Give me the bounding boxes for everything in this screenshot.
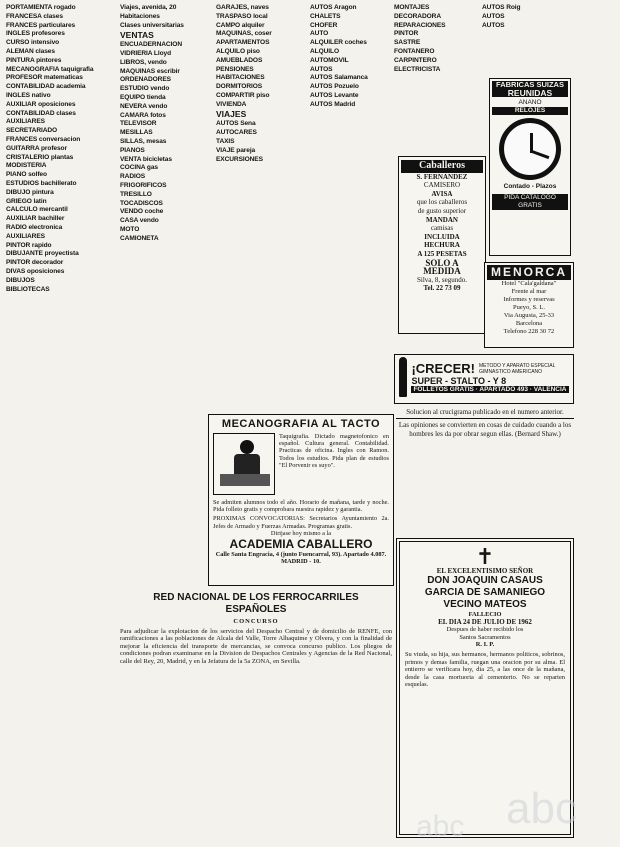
classified-ad	[310, 66, 390, 73]
classified-ad	[216, 13, 306, 20]
ad-caballeros-title: Caballeros	[401, 160, 483, 173]
classified-keyword: DIBUJO pintura	[6, 188, 54, 196]
classifieds-column-6	[482, 4, 538, 76]
obituary-name: VECINO MATEOS	[443, 599, 527, 611]
cross-icon: ✝	[475, 544, 495, 569]
classified-keyword: Viajes, avenida, 20	[120, 4, 177, 11]
classified-ad	[216, 147, 306, 154]
obituary-line: Despues de haber recibido los	[446, 626, 524, 634]
classified-ad	[120, 217, 212, 224]
classified-keyword: TOCADISCOS	[120, 199, 163, 207]
classified-keyword: CASA vendo	[120, 217, 159, 225]
ad-text: Taquigrafia. Dictado magnetofonico en español. Cultura general. Contabilidad. Practicas de oficina. Ingles con Ramon. Todos los estudios. Pida plan de estudios "El Porvenir es suyo".	[279, 433, 389, 469]
classified-ad	[310, 13, 390, 20]
renfe-subtitle: CONCURSO	[233, 618, 279, 625]
classified-keyword: AUXILIAR bachiller	[6, 215, 65, 223]
classified-ad	[120, 129, 212, 136]
classified-keyword: FRANCES conversacion	[6, 135, 81, 143]
classified-keyword: AMUEBLADOS	[216, 56, 263, 64]
ad-line: VALENCIA	[533, 386, 567, 393]
ad-mecanografia	[208, 414, 394, 586]
classified-keyword: VIDRIERIA Lloyd	[120, 49, 172, 57]
classified-ad	[310, 39, 390, 46]
classified-ad	[216, 22, 306, 29]
classified-ad	[120, 22, 212, 29]
classified-ad	[216, 74, 306, 81]
classified-keyword: AUXILIARES	[6, 232, 45, 240]
classified-keyword: RADIO electronica	[6, 223, 63, 231]
quote: Las opiniones se convierten en cosas de cuidado cuando a los hombres les da por obrar segun ellas. (Bernard Shaw.)	[398, 421, 572, 438]
classified-keyword: DIBUJANTE proyectista	[6, 250, 79, 258]
classifieds-column-3	[216, 4, 306, 414]
classified-keyword: AUTOMOVIL	[310, 56, 349, 64]
classified-keyword: HABITACIONES	[216, 74, 265, 82]
classified-ad	[6, 74, 116, 81]
classified-keyword: CRISTALERIO plantas	[6, 153, 74, 161]
classified-keyword: EXCURSIONES	[216, 155, 263, 163]
classified-ad	[6, 198, 116, 205]
classified-keyword: AUTOCARES	[216, 129, 257, 137]
classified-keyword: MOTO	[120, 225, 140, 233]
ad-menorca	[484, 262, 574, 348]
classified-ad	[394, 4, 478, 11]
ad-line: Pueyo, S. L.	[513, 304, 545, 311]
classified-keyword: Clases universitarias	[120, 21, 184, 29]
classified-ad	[120, 76, 212, 83]
academy-name: ACADEMIA CABALLERO	[229, 537, 373, 552]
classified-ad	[216, 57, 306, 64]
classified-keyword: MESILLAS	[120, 129, 153, 137]
classified-ad	[6, 127, 116, 134]
classified-keyword: APARTAMENTOS	[216, 39, 270, 47]
classified-ad	[310, 30, 390, 37]
classified-keyword: PIANOS	[120, 146, 145, 154]
classified-keyword: PENSIONES	[216, 65, 254, 73]
note-block	[396, 408, 574, 456]
figure-silhouette	[399, 357, 407, 397]
classified-keyword: PINTOR	[394, 30, 419, 38]
ad-line: Telefono 228 30 72	[503, 328, 555, 335]
classified-ad	[120, 208, 212, 215]
obituary-line: Santos Sacramentos	[459, 633, 511, 641]
classified-ad	[6, 233, 116, 240]
academy-address: Calle Santa Engracia, 4 (junto Fuencarral, 93). Apartado 4.087. MADRID - 10.	[215, 551, 387, 566]
ad-fabricas-suizas	[489, 78, 571, 256]
ad-line: Frente al mar	[511, 288, 547, 295]
classified-keyword: MECANOGRAFIA taquigrafia	[6, 65, 94, 73]
classified-ad	[6, 39, 116, 46]
classified-ad	[6, 224, 116, 231]
classified-ad	[6, 145, 116, 152]
classified-keyword: ALQUILO	[310, 47, 339, 55]
classified-keyword: VIAJE pareja	[216, 146, 256, 154]
classified-ad	[120, 13, 212, 20]
classified-keyword: CARPINTERO	[394, 56, 437, 64]
classified-keyword: AUTOS Pozuelo	[310, 83, 359, 91]
ad-text: Dirijase hoy mismo a la	[270, 529, 332, 537]
classified-ad	[216, 48, 306, 55]
ad-line: de gusto superior	[417, 206, 467, 215]
classified-keyword: PIANO solfeo	[6, 171, 47, 179]
classified-ad	[6, 4, 116, 11]
classified-keyword: FRANCES particulares	[6, 21, 76, 29]
classified-ad	[120, 173, 212, 180]
classifieds-column-4	[310, 4, 390, 414]
classified-ad	[216, 138, 306, 145]
classified-ad	[216, 101, 306, 108]
classified-ad	[216, 39, 306, 46]
classified-keyword: AUXILIAR oposiciones	[6, 100, 76, 108]
classified-keyword: NEVERA vendo	[120, 102, 168, 110]
classifieds-column-5	[394, 4, 478, 149]
classified-keyword: AUTOS Roig	[482, 4, 521, 11]
classified-keyword: Habitaciones	[120, 12, 160, 20]
classified-ad	[394, 66, 478, 73]
classified-ad	[310, 57, 390, 64]
classified-keyword: MAQUINAS, coser	[216, 30, 272, 38]
classified-ad	[394, 48, 478, 55]
classified-keyword: CURSO intensivo	[6, 39, 60, 47]
classified-ad	[310, 83, 390, 90]
ad-caballeros	[398, 156, 486, 334]
classified-ad	[6, 250, 116, 257]
ad-line: Barcelona	[515, 320, 543, 327]
classified-keyword: DORMITORIOS	[216, 83, 263, 91]
classified-ad	[216, 30, 306, 37]
classified-keyword: CAMARA fotos	[120, 111, 166, 119]
obituary-name: GARCIA DE SAMANIEGO	[424, 587, 546, 599]
obituary-name: DON JOAQUIN CASAUS	[427, 575, 543, 587]
classified-ad	[6, 286, 116, 293]
classified-ad	[6, 92, 116, 99]
classified-ad	[120, 68, 212, 75]
ad-line: FABRICAS SUIZAS	[492, 81, 568, 89]
classified-keyword: AUTO	[310, 30, 329, 38]
ad-line: AVISA	[431, 189, 453, 198]
classified-ad	[120, 4, 212, 11]
renfe-title: RED NACIONAL DE LOS FERROCARRILES ESPAÑOLES	[153, 592, 359, 615]
classified-ad	[394, 13, 478, 20]
classified-keyword: MODISTERIA	[6, 162, 47, 170]
classified-keyword: CAMIONETA	[120, 234, 159, 242]
classified-ad	[310, 74, 390, 81]
classified-keyword: PINTOR decorador	[6, 259, 64, 267]
classified-keyword: SECRETARIADO	[6, 127, 58, 135]
classified-keyword: AUTOS Aragon	[310, 4, 357, 11]
ad-line: RELOJES	[492, 107, 568, 115]
classified-ad	[6, 215, 116, 222]
classified-keyword: VIVIENDA	[216, 100, 247, 108]
classified-ad	[120, 85, 212, 92]
ad-address: Silva, 8, segundo.	[417, 275, 467, 284]
classified-keyword: EQUIPO tienda	[120, 93, 166, 101]
obituary-line: R. I. P.	[475, 641, 495, 649]
classified-ad	[6, 118, 116, 125]
classified-keyword: INGLES nativo	[6, 91, 51, 99]
classified-ad	[6, 162, 116, 169]
classified-ad	[6, 48, 116, 55]
obituary-date: EL DIA 24 DE JULIO DE 1962	[438, 617, 532, 626]
classified-ad	[120, 94, 212, 101]
ad-line: MEDIDA	[423, 266, 461, 277]
classified-ad	[120, 147, 212, 154]
classified-keyword: PROFESOR matematicas	[6, 74, 83, 82]
ad-phone: Tel. 22 73 09	[423, 284, 461, 293]
ad-crecer: ¡CRECER! METODO Y APARATO ESPECIAL GIMNASTICO AMERICANO SUPER - STALTO - Y 8 FOLLETOS GRATIS · APARTADO 493 · VALENCIA	[394, 354, 574, 404]
classified-ad	[6, 101, 116, 108]
classified-ad	[216, 66, 306, 73]
classified-ad	[120, 120, 212, 127]
section-heading-ventas: VENTAS	[120, 29, 154, 40]
classified-keyword: CHALETS	[310, 12, 341, 20]
classified-keyword: TRESILLO	[120, 190, 152, 198]
classified-keyword: ORDENADORES	[120, 76, 171, 84]
watermark-logo: abc	[506, 784, 577, 833]
classified-ad	[482, 22, 538, 29]
crossword-note: Solucion al crucigrama publicado en el numero anterior.	[406, 408, 564, 416]
classified-ad	[6, 189, 116, 196]
classified-keyword: CALCULO mercantil	[6, 206, 68, 214]
classified-keyword: AUTOS Levante	[310, 91, 359, 99]
classified-ad	[216, 83, 306, 90]
classified-ad	[482, 13, 538, 20]
classified-keyword: ALEMAN clases	[6, 47, 55, 55]
classified-keyword: CONTABILIDAD academia	[6, 83, 86, 91]
classified-keyword: AUTOS Salamanca	[310, 74, 368, 82]
classified-keyword: AUTOS Madrid	[310, 100, 356, 108]
classified-keyword: ESTUDIO vendo	[120, 85, 170, 93]
ad-line: FOLLETOS GRATIS	[413, 386, 474, 393]
ad-line: S. FERNANDEZ	[416, 172, 468, 181]
ad-line: APARTADO 493	[479, 386, 528, 393]
classified-keyword: TRASPASO local	[216, 12, 268, 20]
ad-text: PROXIMAS CONVOCATORIAS: Secretarios Ayuntamiento 2a. Jefes de Armado y Fuerzas Armadas. Programas gratis.	[213, 515, 389, 530]
classified-ad	[120, 138, 212, 145]
classified-ad	[120, 41, 212, 48]
classified-ad	[6, 57, 116, 64]
newspaper-page	[6, 4, 614, 842]
section-heading-viajes: VIAJES	[216, 109, 247, 120]
classified-ad	[120, 112, 212, 119]
ad-line: REUNIDAS	[492, 89, 568, 97]
classified-ad	[310, 48, 390, 55]
classified-ad	[6, 259, 116, 266]
classified-keyword: TAXIS	[216, 137, 235, 145]
ad-line: ANANO	[518, 99, 542, 106]
classified-keyword: SILLAS, mesas	[120, 137, 167, 145]
classified-keyword: GRIEGO latin	[6, 197, 47, 205]
classified-keyword: VENTA bicicletas	[120, 155, 172, 163]
classified-ad	[6, 154, 116, 161]
ad-line: Hotel "Cala'galdana"	[501, 280, 557, 287]
watermark-logo: abc	[416, 810, 465, 843]
classified-keyword: FRANCESA clases	[6, 12, 63, 20]
classified-keyword: REPARACIONES	[394, 21, 446, 29]
classified-ad	[6, 30, 116, 37]
classified-keyword: AUTOS	[482, 12, 505, 20]
classified-ad	[120, 200, 212, 207]
classified-keyword: MONTAJES	[394, 4, 430, 11]
ad-mecanografia-title: MECANOGRAFIA AL TACTO	[221, 418, 381, 430]
classified-keyword: SASTRE	[394, 39, 421, 47]
ad-line: Contado - Plazos	[503, 183, 557, 190]
ad-line: HECHURA	[424, 241, 460, 250]
classified-ad	[216, 120, 306, 127]
classified-ad	[310, 22, 390, 29]
ad-line: GIMNASTICO AMERICANO	[479, 368, 543, 375]
classified-ad	[394, 57, 478, 64]
classified-keyword: INGLES profesores	[6, 30, 65, 38]
classified-ad	[6, 136, 116, 143]
renfe-body: Para adjudicar la explotacion de los servicios del Despacho Central y de domicilio de RENFE, con ramificaciones a las poblaciones de Alcala del Valle, Torre Alhaquime y Olvera, y con la finalidad de mejorar la eficiencia del transporte de mercancias, se convoca concurso publico. Los pliegos de condiciones podran examinarse en la Division de Despachos Centrales y Agencias de la Red Nacional, calle del Rey, 20, Madrid, y en la Jefatura de la 5a ZONA, en Sevilla.	[120, 627, 392, 665]
classified-ad	[6, 13, 116, 20]
classified-ad	[120, 191, 212, 198]
classified-keyword: AUTOS Sena	[216, 120, 256, 128]
classified-ad	[394, 39, 478, 46]
classified-ad	[120, 235, 212, 242]
classified-keyword: FONTANERO	[394, 47, 435, 55]
renfe-notice	[120, 592, 392, 838]
classified-keyword: PORTAMIENTA rogado	[6, 4, 76, 11]
ad-line: INCLUIDA	[424, 232, 460, 241]
classifieds-column-1	[6, 4, 116, 842]
classified-keyword: AUXILIARES	[6, 118, 45, 126]
classified-keyword: GUITARRA profesor	[6, 144, 67, 152]
classified-ad	[310, 92, 390, 99]
classified-keyword: DIVAS oposiciones	[6, 267, 65, 275]
classified-ad	[6, 242, 116, 249]
classified-ad	[394, 22, 478, 29]
classified-keyword: TELEVISOR	[120, 120, 157, 128]
ad-line: camisas	[430, 224, 454, 233]
classified-keyword: VENDO coche	[120, 208, 164, 216]
ad-line: A 125 PESETAS	[417, 249, 467, 258]
classified-ad	[6, 22, 116, 29]
obituary-line: FALLECIO	[468, 611, 502, 619]
ad-line: PIDA CATALOGO GRATIS	[492, 194, 568, 210]
classified-ad	[120, 182, 212, 189]
classified-keyword: DECORADORA	[394, 12, 441, 20]
classified-ad	[310, 4, 390, 11]
classified-ad	[6, 171, 116, 178]
classified-keyword: PINTURA pintores	[6, 56, 62, 64]
classified-keyword: COMPARTIR piso	[216, 91, 270, 99]
ad-line: Informes y reservas	[503, 296, 555, 303]
classified-ad	[482, 4, 538, 11]
classified-ad	[6, 83, 116, 90]
ad-text: Se admiten alumnos todo el año. Horario de mañana, tarde y noche. Pida folleto gratis y comprobara nuestra rapidez y garantia.	[213, 499, 389, 514]
classified-ad	[6, 206, 116, 213]
classified-keyword: BIBLIOTECAS	[6, 285, 50, 293]
classifieds-column-2	[120, 4, 212, 569]
classified-ad	[120, 59, 212, 66]
ad-menorca-title: MENORCA	[487, 265, 571, 280]
classified-keyword: AUTOS	[482, 21, 505, 29]
typist-illustration	[213, 433, 275, 495]
classified-keyword: LIBROS, vendo	[120, 58, 167, 66]
ad-line: SUPER - STALTO - Y 8	[411, 376, 507, 386]
ad-line: que los caballeros	[416, 198, 468, 207]
classified-ad	[394, 30, 478, 37]
obituary-line: EL EXCELENTISIMO SEÑOR	[436, 567, 534, 575]
classified-keyword: ESTUDIOS bachillerato	[6, 179, 77, 187]
classified-ad	[6, 268, 116, 275]
classified-ad	[310, 101, 390, 108]
classified-keyword: CONTABILIDAD clases	[6, 109, 76, 117]
classified-ad	[6, 110, 116, 117]
classified-ad	[120, 226, 212, 233]
classified-keyword: CHOFER	[310, 21, 338, 29]
classified-ad	[120, 164, 212, 171]
classified-ad	[216, 156, 306, 163]
classified-ad	[6, 66, 116, 73]
classified-ad	[120, 50, 212, 57]
classified-ad	[6, 277, 116, 284]
ad-line: SOLO A	[425, 257, 459, 268]
classified-keyword: AUTOS	[310, 65, 333, 73]
ad-line: METODO Y APARATO ESPECIAL	[479, 362, 556, 369]
clock-illustration	[499, 118, 561, 180]
classified-keyword: COCINA gas	[120, 164, 158, 172]
classified-keyword: CAMPO alquiler	[216, 21, 265, 29]
classified-keyword: ENCUADERNACION	[120, 41, 182, 49]
classified-keyword: PINTOR rapido	[6, 241, 52, 249]
ad-line: Via Augusta, 25-33	[503, 312, 555, 319]
ad-line: CAMISERO	[423, 181, 461, 190]
classified-keyword: DIBUJOS	[6, 276, 35, 284]
classified-ad	[120, 103, 212, 110]
classified-keyword: MAQUINAS escribir	[120, 67, 180, 75]
classified-keyword: ALQUILO piso	[216, 47, 260, 55]
classified-ad	[216, 92, 306, 99]
classified-ad	[216, 129, 306, 136]
classified-keyword: RADIOS	[120, 173, 146, 181]
classified-ad	[120, 156, 212, 163]
classified-keyword: FRIGORIFICOS	[120, 181, 167, 189]
classified-ad	[216, 4, 306, 11]
classified-keyword: ELECTRICISTA	[394, 65, 441, 73]
classified-keyword: GARAJES, naves	[216, 4, 269, 11]
ad-line: MANDAN	[426, 215, 458, 224]
ad-crecer-title: ¡CRECER!	[411, 361, 475, 376]
obituary-body: Su viuda, su hija, sus hermanos, hermanos politicos, sobrinos, primos y demas familia, ruegan una oracion por su alma. El entierro se verificara hoy, dia 25, a las once de la mañana, desde la casa mortuoria al cementerio. No se reparten esquelas.	[405, 651, 565, 689]
classified-ad	[6, 180, 116, 187]
classified-keyword: ALQUILER coches	[310, 39, 367, 47]
